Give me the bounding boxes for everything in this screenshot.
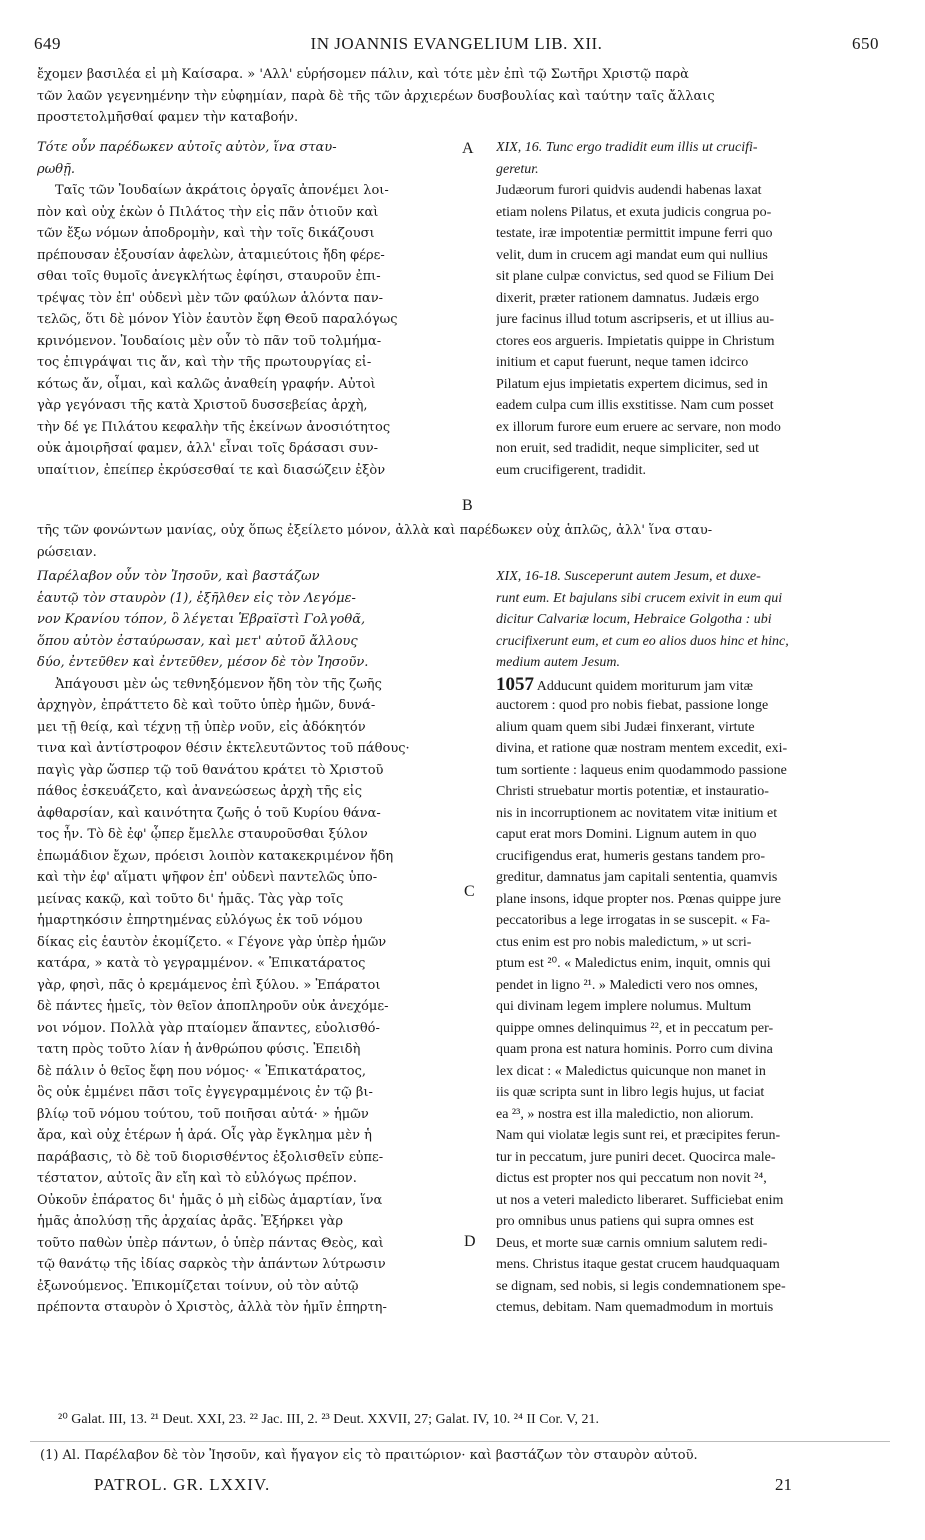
lemma-line: medium autem Jesum.: [496, 655, 621, 670]
page-number-left: 649: [34, 34, 61, 53]
text-line: ἀφθαρσίαν, καὶ καινότητα ζωῆς ὁ τοῦ Κυρίου θάνα-: [37, 805, 381, 821]
text-line: ἡμαρτηκόσιν ἐπηρτημένας εὐλόγως ἐκ τοῦ νόμου: [37, 913, 363, 928]
greek-column-section-2: [37, 566, 459, 1319]
text-line: ἐξωνούμενος. Ἐπικομίζεται τοίνυν, οὐ τὸν αὐτῷ: [37, 1278, 359, 1294]
lemma-line: Τότε οὖν παρέδωκεν αὐτοῖς αὐτὸν, ἵνα σταυ-: [37, 140, 337, 155]
reference-notes: ²⁰ Galat. III, 13. ²¹ Deut. XXI, 23. ²² Jac. III, 2. ²³ Deut. XXVII, 27; Galat. IV, 10. ²⁴ II Cor. V, 21.: [58, 1412, 599, 1427]
text-line: ἄρα, καὶ οὐχ ἑτέρων ἡ ἀρά. Οἷς γὰρ ἔγκλημα μὲν ἡ: [37, 1128, 372, 1143]
text-line: ea ²³, » nostra est illa maledictio, non aliorum.: [496, 1106, 754, 1122]
text-line: προστετολμῆσθαί φαμεν τὴν καταβοήν.: [37, 110, 299, 125]
text-line: οὐκ ἀμοιρῆσαί φαμεν, ἀλλ' εἶναι τοῖς δράσασι συν-: [37, 441, 378, 456]
text-line: auctorem : quod pro nobis fiebat, passione longe: [496, 698, 769, 713]
text-line: dixerit, præter rationem damnatus. Judæis ergo: [496, 290, 759, 306]
text-line: τέστατον, αὐτοῖς ἂν εἴη καὶ τὸ εὐλόγως πρέπον.: [37, 1171, 357, 1186]
lemma-line: XIX, 16-18. Susceperunt autem Jesum, et duxe-: [496, 569, 761, 584]
text-line: divina, et ratione quæ nostram mentem excedit, exi-: [496, 741, 788, 756]
text-line: σθαι τοῖς θυμοῖς ἀνεγκλήτως ἐφίησι, σταυροῦν ἐπι-: [37, 269, 381, 284]
text-line: δίκας εἰς ἑαυτὸν ἐκομίζετο. « Γέγονε γὰρ ὑπὲρ ἡμῶν: [37, 934, 387, 950]
text-line: ex illorum furore eum eruere ac servare, non modo: [496, 419, 781, 435]
text-line: initium et caput fuerunt, neque tamen idcirco: [496, 355, 749, 370]
lemma-line: dicitur Calvariæ locum, Hebraice Golgotha : ubi: [496, 612, 772, 627]
running-header: [34, 34, 879, 58]
text-line: ρώσειαν.: [37, 544, 97, 560]
text-line: plane insons, idque propter nos. Pœnas quippe jure: [496, 891, 782, 907]
text-line: alium quam quem sibi Judæi finxerant, virtute: [496, 719, 755, 735]
text-line: tum sortiente : laqueus enim quodammodo passione: [496, 762, 787, 778]
text-line: τος ἦν. Τὸ δὲ ἐφ' ᾧπερ ἔμελλε σταυροῦσθαι ξύλον: [37, 827, 368, 842]
text-line: pendet in ligno ²¹. » Maledicti vero nos omnes,: [496, 977, 758, 993]
text-line: peccatoribus a lege irrogatas in se suscepit. « Fa-: [496, 913, 771, 928]
latin-column-section-2: [496, 566, 888, 1319]
text-line: non eruit, sed tradidit, neque simpliciter, sed ut: [496, 441, 760, 456]
margin-letter-c: C: [464, 883, 475, 900]
footnote-divider: [30, 1441, 890, 1442]
footnote: (1) Al. Παρέλαβον δὲ τὸν Ἰησοῦν, καὶ ἤγαγον εἰς τὸ πραιτώριον· καὶ βαστάζων τὸν σταυρὸν αὐτοῦ.: [40, 1448, 698, 1463]
text-line: τος ἐπιγράψαι τις ἄν, καὶ τὴν τῆς πρωτουργίας εἰ-: [37, 355, 372, 370]
text-line: ut nos a veteri maledicto liberaret. Sufficiebat enim: [496, 1192, 784, 1208]
signature-label: PATROL. GR. LXXIV.: [94, 1475, 271, 1494]
text-line: δὲ πάντες ἡμεῖς, τὸν θεῖον ἀποπληροῦν οὐκ ἀνεχόμε-: [37, 999, 389, 1014]
lemma-line: runt eum. Et bajulans sibi crucem exivit in eum qui: [496, 590, 783, 606]
text-line: Christi struebatur mortis potentiæ, et instauratio-: [496, 784, 769, 799]
margin-letter-a: A: [462, 140, 474, 157]
lemma-line: ἑαυτῷ τὸν σταυρὸν (1), ἐξῆλθεν εἰς τὸν Λεγόμε-: [37, 590, 356, 606]
text-line: ctus enim est pro nobis maledictum, » ut scri-: [496, 934, 752, 950]
text-line: jure facinus illud totum ascripseris, et ut illius au-: [496, 312, 774, 327]
text-line: γὰρ γεγόνασι τῆς κατὰ Χριστοῦ δυσσεβείας ἀρχὴ,: [37, 398, 368, 413]
text-line: παράβασις, τὸ δὲ τοῦ διορισθέντος ἐξολισθεῖν εὐπε-: [37, 1149, 384, 1165]
text-line: γὰρ, φησὶ, πᾶς ὁ κρεμάμενος ἐπὶ ξύλου. » Ἐπάρατοι: [37, 977, 381, 993]
margin-letter-d: D: [464, 1233, 476, 1250]
text-line: ctemus, debitam. Nam quemadmodum in mortuis: [496, 1300, 774, 1315]
text-line: qui divinam legem implere nolumus. Multum: [496, 999, 752, 1014]
text-line: eum crucifigerent, tradidit.: [496, 462, 647, 478]
text-line: quippe omnes delinquimus ²², et in peccatum per-: [496, 1020, 774, 1036]
text-line: Οὐκοῦν ἐπάρατος δι' ἡμᾶς ὁ μὴ εἰδὼς ἁμαρτίαν, ἵνα: [37, 1192, 383, 1208]
text-line: καὶ τὴν ἐφ' αἵματι ψῆφον ἐπ' οὐδενὶ παντελῶς ὑπο-: [37, 870, 378, 885]
text-line: πρέπουσαν ἐξουσίαν ἀφελὼν, ἀταμιεύτοις ἤδη φέρε-: [37, 247, 385, 263]
text-line: τῷ θανάτῳ τῆς ἰδίας σαρκὸς τὴν ἁπάντων λύτρωσιν: [37, 1257, 386, 1272]
column-number: 1057: [496, 673, 534, 695]
lemma-line: ρωθῇ.: [37, 161, 75, 177]
text-line: Nam qui violatæ legis sunt rei, et præcipites ferun-: [496, 1128, 781, 1143]
paragraph-start-line: [496, 674, 888, 696]
text-line: sit plane culpæ convictus, sed quod se Filium Dei: [496, 269, 775, 284]
greek-column-section-1: [37, 137, 459, 481]
text-line: κότως ἄν, οἶμαι, καὶ καλῶς ἀναθείη γραφήν. Αὐτοὶ: [37, 376, 376, 392]
text-line: τατη πρὸς τοῦτο λίαν ἡ ἀνθρώπου φύσις. Ἐπειδὴ: [37, 1042, 361, 1057]
text-line: τῆς τῶν φονώντων μανίας, οὐχ ὅπως ἐξείλετο μόνον, ἀλλὰ καὶ παρέδωκεν οὐχ ἁπλῶς, ἀλλ' ἵνα σταυ-: [37, 523, 713, 538]
text-line: δὲ πάλιν ὁ θεῖος ἔφη που νόμος· « Ἐπικατάρατος,: [37, 1063, 366, 1079]
lemma-line: geretur.: [496, 161, 539, 177]
text-line: eadem culpa cum illis exstitisse. Nam cum posset: [496, 398, 774, 413]
lemma-line: νον Κρανίου τόπον, ὃ λέγεται Ἑβραϊστὶ Γολγοθᾶ,: [37, 612, 366, 627]
text-line: κρινόμενον. Ἰουδαίοις μὲν οὖν τὸ πᾶν τοῦ τολμήμα-: [37, 333, 382, 349]
lemma-line: XIX, 16. Tunc ergo tradidit eum illis ut crucifi-: [496, 140, 758, 155]
text-line: Pilatum ejus impietatis expertem dicimus, sed in: [496, 376, 768, 392]
text-line: pro omnibus unus patiens qui supra omnes est: [496, 1214, 754, 1229]
text-line: παγὶς γὰρ ὥσπερ τῷ τοῦ θανάτου κράτει τὸ Χριστοῦ: [37, 762, 384, 778]
text-line: μείνας κακῷ, καὶ τοῦτο δι' ἡμᾶς. Τὰς γὰρ τοῖς: [37, 891, 344, 907]
text-line: nis in incorruptionem ac novitatem vitæ initium et: [496, 805, 778, 821]
text-line: ἔχομεν βασιλέα εἰ μὴ Καίσαρα. » 'Αλλ' εὑρήσομεν πάλιν, καὶ τότε μὲν ἐπὶ τῷ Σωτῆρι Χριστῷ παρὰ: [37, 67, 689, 82]
text-line: lex dicat : « Maledictus quicunque non manet in: [496, 1063, 766, 1079]
text-line: etiam nolens Pilatus, et exuta judicis congrua po-: [496, 204, 772, 220]
lemma-line: ὅπου αὐτὸν ἐσταύρωσαν, καὶ μετ' αὐτοῦ ἄλλους: [37, 633, 358, 649]
text-line: greditur, damnatus jam capitali sententia, quamvis: [496, 870, 778, 885]
text-line: τελῶς, ὅτι δὲ μόνον Υἱὸν ἑαυτὸν ἔφη Θεοῦ παραλόγως: [37, 312, 398, 327]
text-line: dictus est propter nos qui peccatum non novit ²⁴,: [496, 1171, 767, 1186]
text-line: πάθος ἐσκευάζετο, καὶ ἀνανεώσεως ἀρχὴ τῆς εἰς: [37, 784, 363, 799]
text-line: caput erat mors Domini. Lignum autem in quo: [496, 827, 757, 842]
text-line: ἀρχηγὸν, ἐπράττετο δὲ καὶ τοῦτο ὑπὲρ ἡμῶν, δυνά-: [37, 698, 376, 713]
text-line: τὴν δέ γε Πιλάτου κεφαλὴν τῆς ἐκείνων ἀνοσιότητος: [37, 419, 391, 435]
text-fragment: Adducunt quidem moriturum jam vitæ: [536, 678, 753, 694]
text-line: velit, dum in crucem agi mandat eum qui nullius: [496, 247, 768, 263]
text-line: ctores eos argueris. Impietatis quippe in Christum: [496, 333, 775, 349]
text-line: Ἀπάγουσι μὲν ὡς τεθνηξόμενον ἤδη τὸν τῆς ζωῆς: [55, 676, 382, 692]
text-line: πρέποντα σταυρὸν ὁ Χριστὸς, ἀλλὰ τὸν ἡμῖν ἐπηρτη-: [37, 1300, 387, 1315]
text-line: μει τῇ θείᾳ, καὶ τέχνῃ τῇ ὑπὲρ νοῦν, εἰς ἀδόκητόν: [37, 719, 366, 735]
text-line: κατάρα, » κατὰ τὸ γεγραμμένον. « Ἐπικατάρατος: [37, 956, 366, 971]
signature-number: 21: [775, 1475, 792, 1494]
text-line: τοῦτο παθὼν ὑπὲρ πάντων, ὁ ὑπὲρ πάντας Θεὸς, καὶ: [37, 1235, 384, 1251]
text-line: ptum est ²⁰. « Maledictus enim, inquit, omnis qui: [496, 956, 771, 971]
text-line: τρέψας τὸν ἐπ' οὐδενὶ μὲν τῶν φαύλων ἁλόντα παν-: [37, 290, 384, 306]
text-line: Judæorum furori quidvis audendi habenas laxat: [496, 183, 762, 198]
text-line: quam prona est natura hominis. Porro cum divina: [496, 1042, 773, 1057]
text-line: τῶν ἔξω νόμων ἀποδρομὴν, καὶ τὴν τοῖς δικάζουσι: [37, 226, 375, 241]
text-line: ὃς οὐκ ἐμμένει πᾶσι τοῖς ἐγγεγραμμένοις ἐν τῷ βι-: [37, 1085, 373, 1100]
text-line: ἐπωμάδιον ἔχων, πρόεισι λοιπὸν κατακεκριμένον ἤδη: [37, 848, 394, 864]
lemma-line: δύο, ἐντεῦθεν καὶ ἐντεῦθεν, μέσον δὲ τὸν Ἰησοῦν.: [37, 655, 369, 670]
lemma-line: Παρέλαβον οὖν τὸν Ἰησοῦν, καὶ βαστάζων: [37, 569, 320, 584]
running-title: IN JOANNIS EVANGELIUM LIB. XII.: [310, 34, 603, 53]
text-line: crucifigendus erat, humeris gestans tandem pro-: [496, 848, 766, 864]
margin-letter-b: B: [462, 497, 473, 514]
text-line: υπαίτιον, ἐπείπερ ἐκρύσεσθαί τε καὶ διασώζειν ἐξὸν: [37, 462, 386, 478]
text-line: iis quæ scripta sunt in libro legis hujus, ut faciat: [496, 1085, 765, 1100]
text-line: testate, iræ impotentiæ permittit impune ferri quo: [496, 226, 773, 241]
page-number-right: 650: [852, 34, 879, 53]
opening-paragraph: [37, 64, 885, 129]
text-line: τινα καὶ ἀντίστροφον θέσιν ἐκτελευτῶντος τοῦ πάθους·: [37, 741, 410, 756]
text-line: τῶν λαῶν γεγενημένην τὴν εὐφημίαν, παρὰ δὲ τῆς τῶν ἀρχιερέων δυσβουλίας καὶ ταύτην ταῖς ἄλλαις: [37, 88, 715, 104]
text-line: Ταῖς τῶν Ἰουδαίων ἀκράτοις ὀργαῖς ἀπονέμει λοι-: [55, 183, 389, 198]
lemma-line: crucifixerunt eum, et cum eo alios duos hinc et hinc,: [496, 633, 789, 649]
text-line: se dignam, sed nobis, si legis condemnationem spe-: [496, 1278, 786, 1294]
bridge-paragraph: [37, 520, 885, 563]
text-line: νοι νόμον. Πολλὰ γὰρ πταίομεν ἅπαντες, εὐολισθό-: [37, 1020, 380, 1036]
text-line: ἡμᾶς ἀπολύσῃ τῆς ἀρχαίας ἀρᾶς. Ἐξήρκει γὰρ: [37, 1214, 343, 1229]
text-line: Deus, et morte suæ carnis omnium salutem redi-: [496, 1235, 768, 1251]
text-line: βλίῳ τοῦ νόμου τούτου, τοῦ ποιῆσαι αὐτά· » ἡμῶν: [37, 1106, 369, 1122]
text-line: tur in peccatum, jure puniri decet. Quocirca male-: [496, 1149, 776, 1165]
text-line: πὸν καὶ οὐχ ἑκὼν ὁ Πιλάτος τὴν εἰς πᾶν ὁτιοῦν καὶ: [37, 204, 379, 220]
text-line: mens. Christus itaque gestat crucem haudquaquam: [496, 1257, 780, 1272]
latin-column-section-1: [496, 137, 888, 481]
